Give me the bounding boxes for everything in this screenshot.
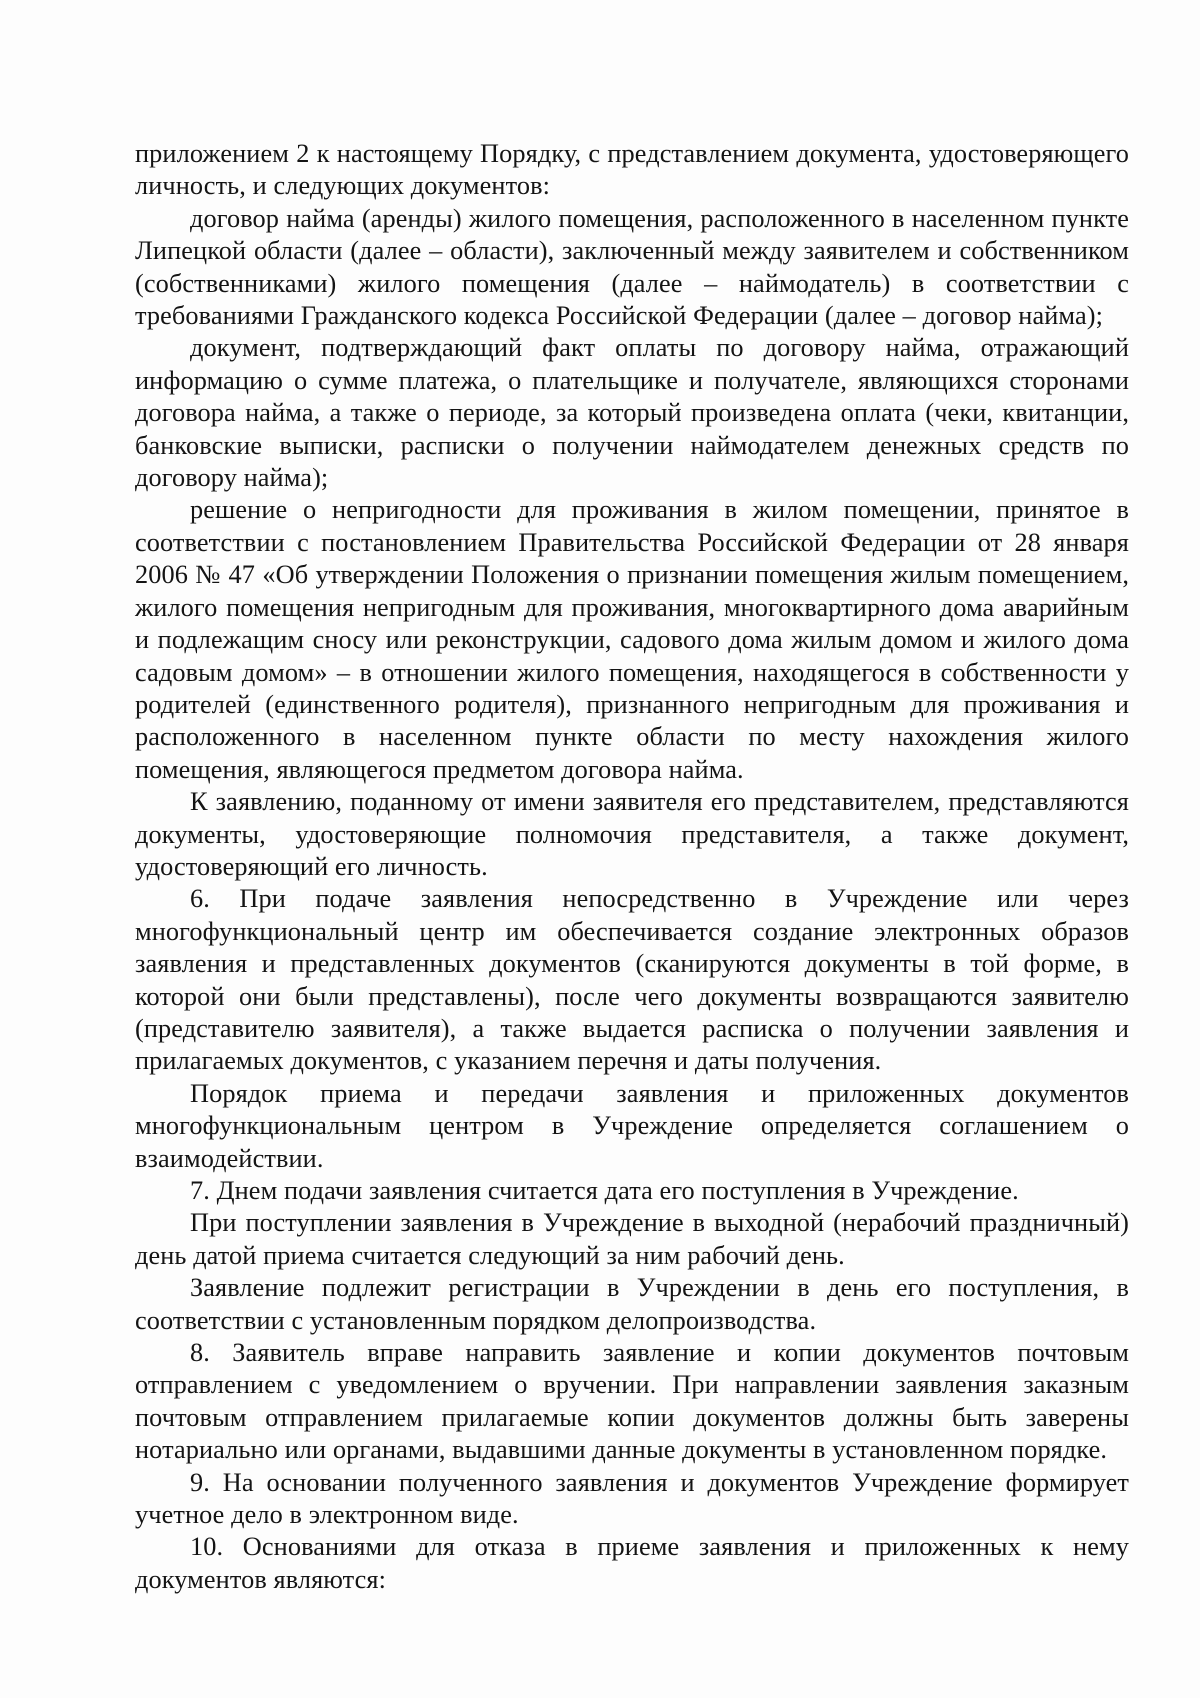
paragraph-holiday-rule: При поступлении заявления в Учреждение в выходной (нерабочий праздничный) день датой приема считается следующий за ним рабочий день. <box>135 1208 1129 1270</box>
paragraph-continuation: приложением 2 к настоящему Порядку, с представлением документа, удостоверяющего личность, и следующих документов: <box>135 139 1129 201</box>
document-body <box>135 138 1129 1596</box>
paragraph-transfer-procedure: Порядок приема и передачи заявления и приложенных документов многофункциональным центром в Учреждение определяется соглашением о взаимодействии. <box>135 1078 1129 1173</box>
paragraph-payment-proof: документ, подтверждающий факт оплаты по договору найма, отражающий информацию о сумме платежа, о плательщике и получателе, являющихся сторонами договора найма, а также о периоде, за который произведена оплата (чеки, квитанции, банковские выписки, расписки о получении наймодателем денежных средств по договору найма); <box>135 333 1129 493</box>
paragraph-item-6: 6. При подаче заявления непосредственно в Учреждение или через многофункциональный центр им обеспечивается создание электронных образов заявления и представленных документов (сканируются документы в той форме, в которой они были представлены), после чего документы возвращаются заявителю (представителю заявителя), а также выдается расписка о получении заявления и прилагаемых документов, с указанием перечня и даты получения. <box>135 884 1129 1076</box>
paragraph-rental-contract: договор найма (аренды) жилого помещения, расположенного в населенном пункте Липецкой области (далее – области), заключенный между заявителем и собственником (собственниками) жилого помещения (далее – наймодатель) в соответствии с требованиями Гражданского кодекса Российской Федерации (далее – договор найма); <box>135 203 1129 331</box>
paragraph-representative: К заявлению, поданному от имени заявителя его представителем, представляются документы, удостоверяющие полномочия представителя, а также документ, удостоверяющий его личность. <box>135 787 1129 881</box>
paragraph-item-8: 8. Заявитель вправе направить заявление и копии документов почтовым отправлением с уведомлением о вручении. При направлении заявления заказным почтовым отправлением прилагаемые копии документов должны быть заверены нотариально или органами, выдавшими данные документы в установленном порядке. <box>135 1338 1129 1465</box>
paragraph-item-10: 10. Основаниями для отказа в приеме заявления и приложенных к нему документов являются: <box>135 1532 1129 1594</box>
paragraph-item-7: 7. Днем подачи заявления считается дата его поступления в Учреждение. <box>190 1176 1019 1205</box>
paragraph-registration: Заявление подлежит регистрации в Учреждении в день его поступления, в соответствии с установленным порядком делопроизводства. <box>135 1273 1129 1335</box>
paragraph-item-9: 9. На основании полученного заявления и документов Учреждение формирует учетное дело в электронном виде. <box>135 1467 1129 1530</box>
paragraph-unfitness-decision: решение о непригодности для проживания в жилом помещении, принятое в соответствии с постановлением Правительства Российской Федерации от 28 января 2006 № 47 «Об утверждении Положения о признании помещения жилым помещением, жилого помещения непригодным для проживания, многоквартирного дома аварийным и подлежащим сносу или реконструкции, садового дома жилым домом и жилого дома садовым домом» – в отношении жилого помещения, находящегося в собственности у родителей (единственного родителя), признанного непригодным для проживания и расположенного в населенном пункте области по месту нахождения жилого помещения, являющегося предметом договора найма. <box>135 495 1129 784</box>
